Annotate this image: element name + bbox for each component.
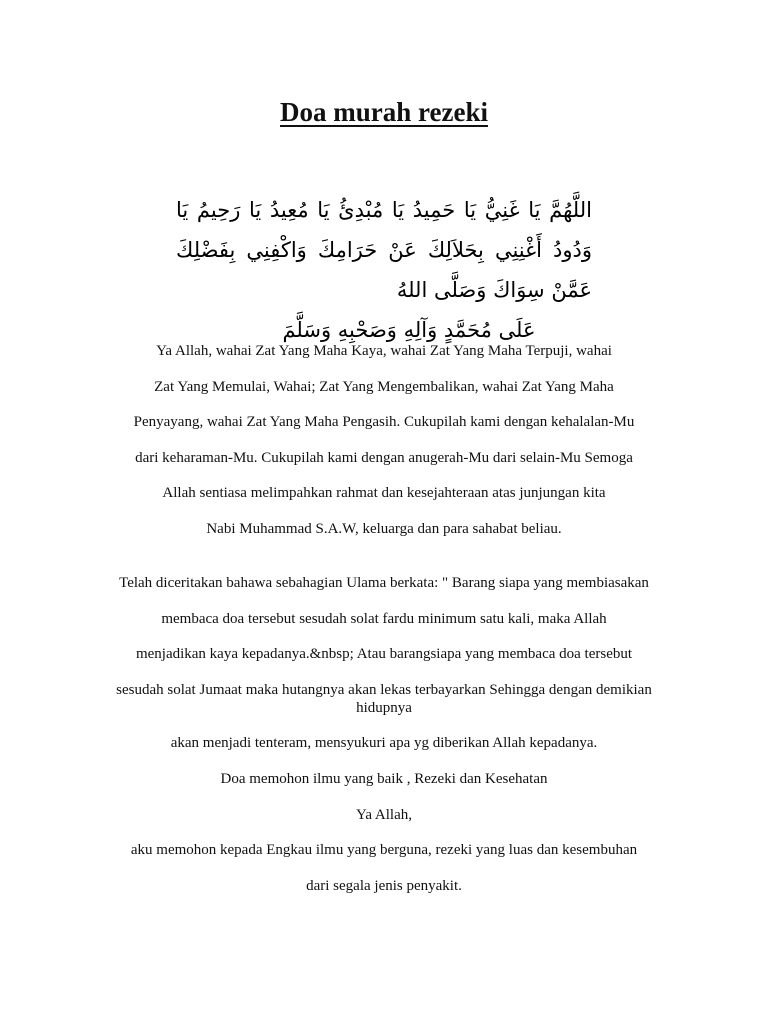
text-line: Doa memohon ilmu yang baik , Rezeki dan Kesehatan bbox=[220, 770, 548, 787]
text-line: dari segala jenis penyakit. bbox=[306, 877, 462, 894]
text-line: sesudah solat Jumaat maka hutangnya akan lekas terbayarkan Sehingga dengan demikian hidupnya bbox=[116, 681, 652, 716]
text-line: menjadikan kaya kepadanya.&nbsp; Atau barangsiapa yang membaca doa tersebut bbox=[135, 646, 633, 663]
arabic-prayer-text bbox=[176, 190, 592, 342]
arabic-line-3: عَلَى مُحَمَّدٍ وَآلِهِ وَصَحْبِهِ وَسَلَّمَ bbox=[282, 318, 536, 342]
explanation-paragraph bbox=[100, 574, 668, 912]
text-line: Telah diceritakan bahawa sebahagian Ulama berkata: " Barang siapa yang membiasakan bbox=[119, 575, 649, 591]
translation-paragraph bbox=[100, 342, 668, 556]
text-line: dari keharaman-Mu. Cukupilah kami dengan anugerah-Mu dari selain-Mu Semoga bbox=[135, 449, 633, 466]
text-line: membaca doa tersebut sesudah solat fardu minimum satu kali, maka Allah bbox=[161, 610, 607, 627]
text-line: Nabi Muhammad S.A.W, keluarga dan para sahabat beliau. bbox=[206, 520, 562, 537]
text-line: Penyayang, wahai Zat Yang Maha Pengasih. Cukupilah kami dengan kehalalan-Mu bbox=[133, 414, 635, 431]
text-line: akan menjadi tenteram, mensyukuri apa yg diberikan Allah kepadanya. bbox=[170, 735, 598, 752]
text-line: aku memohon kepada Engkau ilmu yang berguna, rezeki yang luas dan kesembuhan bbox=[130, 842, 638, 859]
text-line: Ya Allah, bbox=[356, 806, 412, 823]
text-line: Zat Yang Memulai, Wahai; Zat Yang Mengembalikan, wahai Zat Yang Maha bbox=[154, 378, 614, 395]
arabic-line-1: اللَّهُمَّ يَا غَنِيُّ يَا حَمِيدُ يَا مُبْدِئُ يَا مُعِيدُ يَا رَحِيمُ يَا وَدُودُ أَغْنِنِي bbox=[176, 198, 592, 262]
arabic-line-2: بِحَلاَلِكَ عَنْ حَرَامِكَ وَاكْفِنِي بِفَضْلِكَ عَمَّنْ سِوَاكَ وَصَلَّى اللهُ bbox=[176, 238, 592, 302]
text-line: Ya Allah, wahai Zat Yang Maha Kaya, wahai Zat Yang Maha Terpuji, wahai bbox=[156, 343, 612, 359]
text-line: Allah sentiasa melimpahkan rahmat dan kesejahteraan atas junjungan kita bbox=[162, 485, 606, 502]
document-title: Doa murah rezeki bbox=[280, 97, 488, 127]
